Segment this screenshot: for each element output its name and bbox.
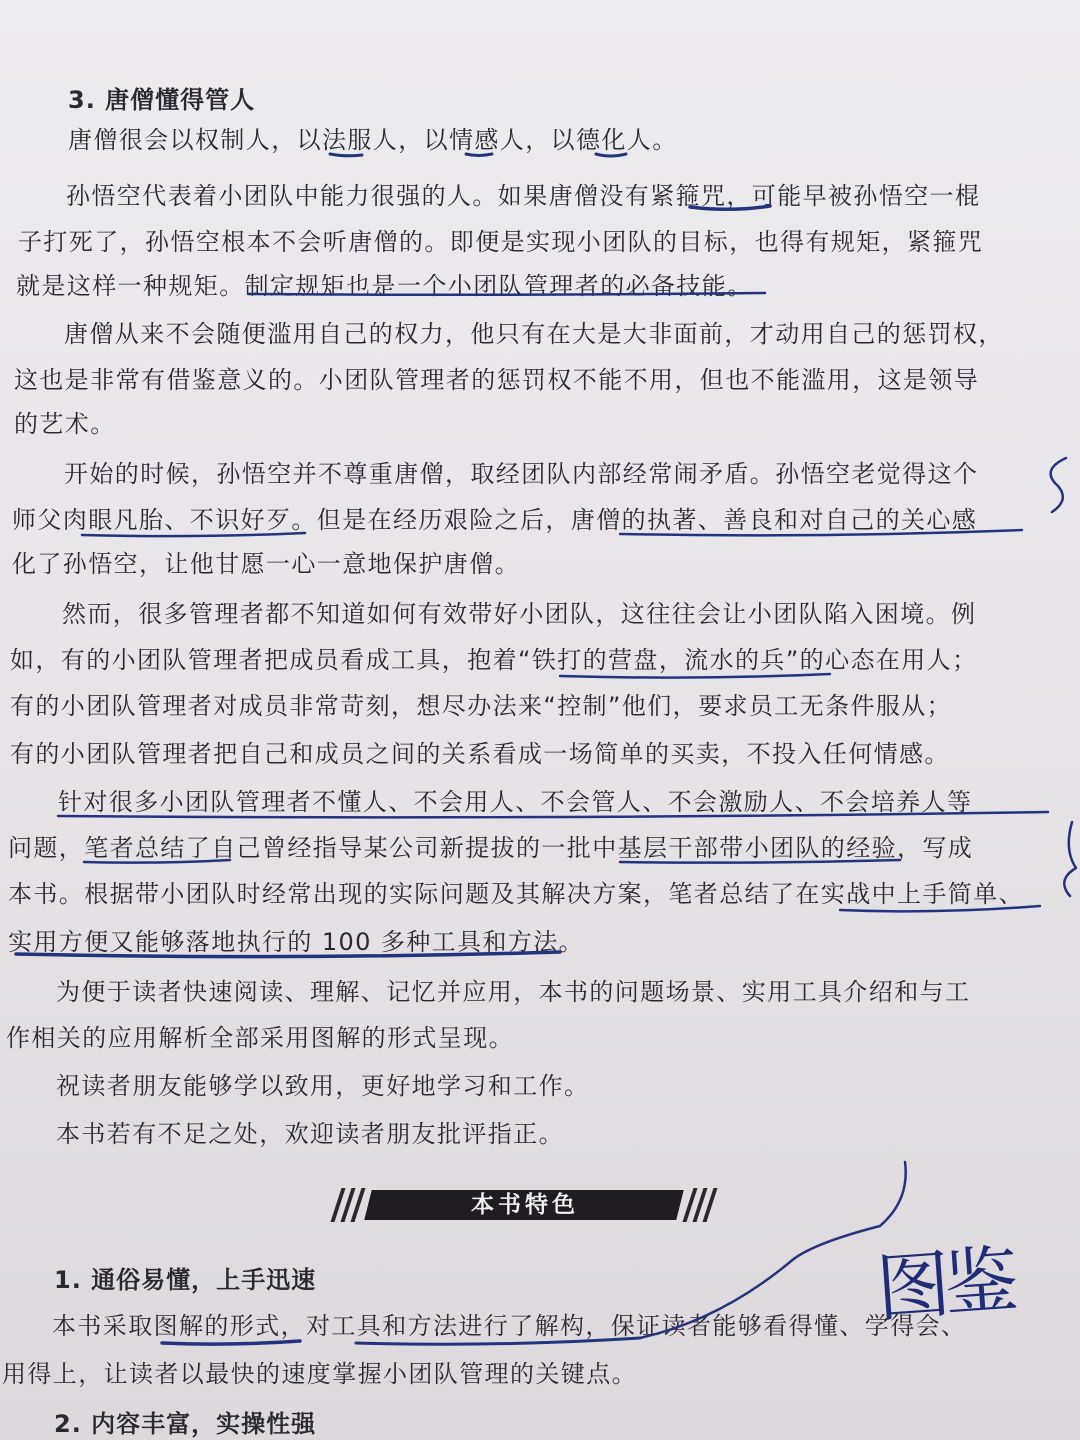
paragraph-line: 唐僧很会以权制人，以法服人，以情感人，以德化人。 (68, 126, 678, 154)
paragraph-line: 祝读者朋友能够学以致用，更好地学习和工作。 (56, 1072, 590, 1100)
features-banner (330, 1186, 720, 1224)
paragraph-line: 就是这样一种规矩。制定规矩也是一个小团队管理者的必备技能。 (16, 272, 753, 300)
paragraph-line: 开始的时候，孙悟空并不尊重唐僧，取经团队内部经常闹矛盾。孙悟空老觉得这个 (64, 460, 979, 488)
paragraph-line: 孙悟空代表着小团队中能力很强的人。如果唐僧没有紧箍咒，可能早被孙悟空一棍 (66, 182, 981, 210)
banner-title: 本书特色 (471, 1192, 579, 1218)
paragraph-line: 有的小团队管理者对成员非常苛刻，想尽办法来“控制”他们，要求员工无条件服从； (10, 692, 953, 720)
feature-line: 用得上，让读者以最快的速度掌握小团队管理的关键点。 (2, 1360, 637, 1388)
paragraph-line: 问题，笔者总结了自己曾经指导某公司新提拔的一批中基层干部带小团队的经验，写成 (8, 834, 974, 862)
paragraph-line: 本书若有不足之处，欢迎读者朋友批评指正。 (56, 1120, 564, 1148)
feature-line: 本书采取图解的形式，对工具和方法进行了解构，保证读者能够看得懂、学得会、 (52, 1312, 967, 1340)
paragraph-line: 如，有的小团队管理者把成员看成工具，抱着“铁打的营盘，流水的兵”的心态在用人； (10, 646, 978, 674)
feature-heading-2: 2. 内容丰富，实操性强 (54, 1410, 317, 1438)
paragraph-line: 这也是非常有借鉴意义的。小团队管理者的惩罚权不能不用，但也不能滥用，这是领导 (14, 366, 980, 394)
paragraph-line: 针对很多小团队管理者不懂人、不会用人、不会管人、不会激励人、不会培养人等 (58, 788, 973, 816)
section-heading: 3. 唐僧懂得管人 (68, 86, 256, 114)
handwritten-note: 图鉴 (873, 1237, 1016, 1333)
paragraph-line: 然而，很多管理者都不知道如何有效带好小团队，这往往会让小团队陷入困境。例 (62, 600, 977, 628)
paragraph-line: 有的小团队管理者把自己和成员之间的关系看成一场简单的买卖，不投入任何情感。 (10, 740, 950, 768)
paragraph-line: 化了孙悟空，让他甘愿一心一意地保护唐僧。 (12, 550, 520, 578)
feature-heading-1: 1. 通俗易懂，上手迅速 (54, 1266, 317, 1294)
paragraph-line: 子打死了，孙悟空根本不会听唐僧的。即便是实现小团队的目标，也得有规矩，紧箍咒 (18, 228, 984, 256)
paragraph-line: 作相关的应用解析全部采用图解的形式呈现。 (6, 1024, 514, 1052)
margin-bracket (1051, 458, 1066, 512)
paragraph-line: 的艺术。 (14, 410, 116, 438)
paragraph-line: 实用方便又能够落地执行的 100 多种工具和方法。 (8, 928, 585, 956)
margin-bracket (1064, 822, 1076, 896)
paragraph-line: 师父肉眼凡胎、不识好歹。但是在经历艰险之后，唐僧的执著、善良和对自己的关心感 (12, 506, 978, 534)
paragraph-line: 为便于读者快速阅读、理解、记忆并应用，本书的问题场景、实用工具介绍和与工 (56, 978, 971, 1006)
paragraph-line: 唐僧从来不会随便滥用自己的权力，他只有在大是大非面前，才动用自己的惩罚权， (64, 320, 1004, 348)
paragraph-line: 本书。根据带小团队时经常出现的实际问题及其解决方案，笔者总结了在实战中上手简单、 (8, 880, 1024, 908)
